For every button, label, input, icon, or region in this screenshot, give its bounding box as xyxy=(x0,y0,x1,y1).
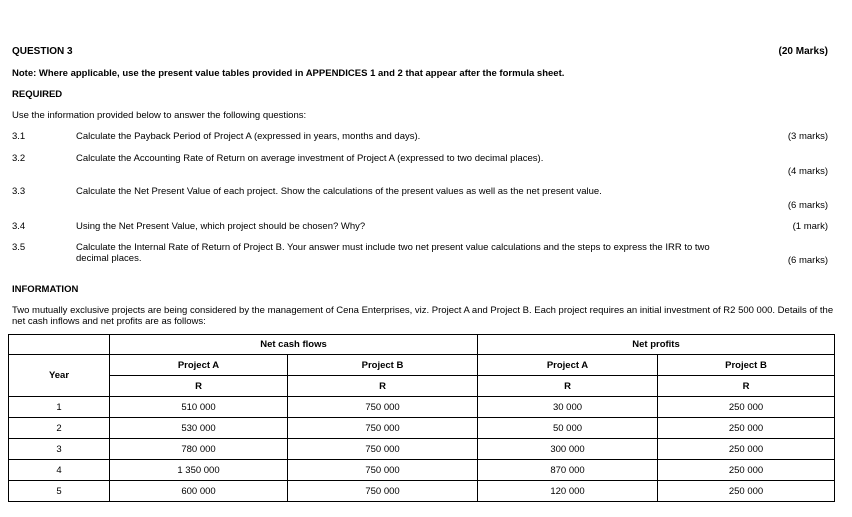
cash-flow-a-cell: 780 000 xyxy=(110,439,288,460)
year-cell: 5 xyxy=(9,481,110,502)
cash-flow-b-cell: 750 000 xyxy=(288,481,478,502)
year-cell: 1 xyxy=(9,397,110,418)
currency-cell: R xyxy=(478,376,658,397)
information-text: Two mutually exclusive projects are being considered by the management of Cena Enterprises, viz. Project A and Project B. Each project requires an initial investment of R2 500 000. Details of the net cash inflows and net profits are as follows: xyxy=(12,305,834,327)
note-text: Note: Where applicable, use the present value tables provided in APPENDICES 1 and 2 that appear after the formula sheet. xyxy=(12,68,565,79)
table-row xyxy=(9,481,835,502)
table-row xyxy=(9,439,835,460)
currency-cell: R xyxy=(658,376,835,397)
table-column-header-row xyxy=(9,355,835,376)
item-number: 3.2 xyxy=(12,153,26,164)
cash-flow-project-b-header: Project B xyxy=(288,355,478,376)
profit-a-cell: 30 000 xyxy=(478,397,658,418)
profit-b-cell: 250 000 xyxy=(658,439,835,460)
item-text: Calculate the Payback Period of Project A (expressed in years, months and days). xyxy=(76,131,421,142)
cash-flow-b-cell: 750 000 xyxy=(288,439,478,460)
profit-a-cell: 120 000 xyxy=(478,481,658,502)
question-title: QUESTION 3 xyxy=(12,46,73,57)
item-number: 3.4 xyxy=(12,221,26,232)
item-number: 3.3 xyxy=(12,186,26,197)
item-marks: (1 mark) xyxy=(792,221,828,232)
profit-project-a-header: Project A xyxy=(478,355,658,376)
item-text: Calculate the Internal Rate of Return of Project B. Your answer must include two net present value calculations and the steps to express the IRR to two decimal places. xyxy=(76,242,710,264)
item-text: Using the Net Present Value, which project should be chosen? Why? xyxy=(76,221,366,232)
table-group-header-row xyxy=(9,335,835,355)
profit-b-cell: 250 000 xyxy=(658,460,835,481)
cash-flow-b-cell: 750 000 xyxy=(288,460,478,481)
cash-flow-b-cell: 750 000 xyxy=(288,397,478,418)
information-heading: INFORMATION xyxy=(12,284,79,295)
net-profits-header: Net profits xyxy=(478,335,835,355)
item-marks: (6 marks) xyxy=(787,255,828,266)
net-cash-flows-header: Net cash flows xyxy=(110,335,478,355)
year-header: Year xyxy=(9,355,110,397)
item-text: Calculate the Net Present Value of each project. Show the calculations of the present values as well as the net present value. xyxy=(76,186,602,197)
table-row xyxy=(9,418,835,439)
profit-b-cell: 250 000 xyxy=(658,418,835,439)
item-text: Calculate the Accounting Rate of Return on average investment of Project A (expressed to two decimal places). xyxy=(76,153,544,164)
cash-flow-b-cell: 750 000 xyxy=(288,418,478,439)
cash-flow-a-cell: 1 350 000 xyxy=(110,460,288,481)
profit-a-cell: 50 000 xyxy=(478,418,658,439)
table-currency-row xyxy=(9,376,835,397)
year-cell: 3 xyxy=(9,439,110,460)
item-marks: (3 marks) xyxy=(787,131,828,142)
cash-flow-project-a-header: Project A xyxy=(110,355,288,376)
item-number: 3.5 xyxy=(12,242,26,253)
profit-a-cell: 300 000 xyxy=(478,439,658,460)
profit-a-cell: 870 000 xyxy=(478,460,658,481)
cash-flow-a-cell: 600 000 xyxy=(110,481,288,502)
profit-b-cell: 250 000 xyxy=(658,481,835,502)
year-cell: 4 xyxy=(9,460,110,481)
table-corner-cell xyxy=(9,335,110,355)
profit-b-cell: 250 000 xyxy=(658,397,835,418)
table-row xyxy=(9,397,835,418)
item-number: 3.1 xyxy=(12,131,26,142)
cash-flow-a-cell: 530 000 xyxy=(110,418,288,439)
cash-flow-a-cell: 510 000 xyxy=(110,397,288,418)
required-heading: REQUIRED xyxy=(12,89,63,100)
profit-project-b-header: Project B xyxy=(658,355,835,376)
intro-text: Use the information provided below to answer the following questions: xyxy=(12,110,307,121)
item-marks: (4 marks) xyxy=(787,166,828,177)
currency-cell: R xyxy=(288,376,478,397)
table-row xyxy=(9,460,835,481)
cash-flow-profit-table xyxy=(8,334,835,502)
year-cell: 2 xyxy=(9,418,110,439)
item-marks: (6 marks) xyxy=(787,200,828,211)
currency-cell: R xyxy=(110,376,288,397)
question-total-marks: (20 Marks) xyxy=(778,46,828,57)
